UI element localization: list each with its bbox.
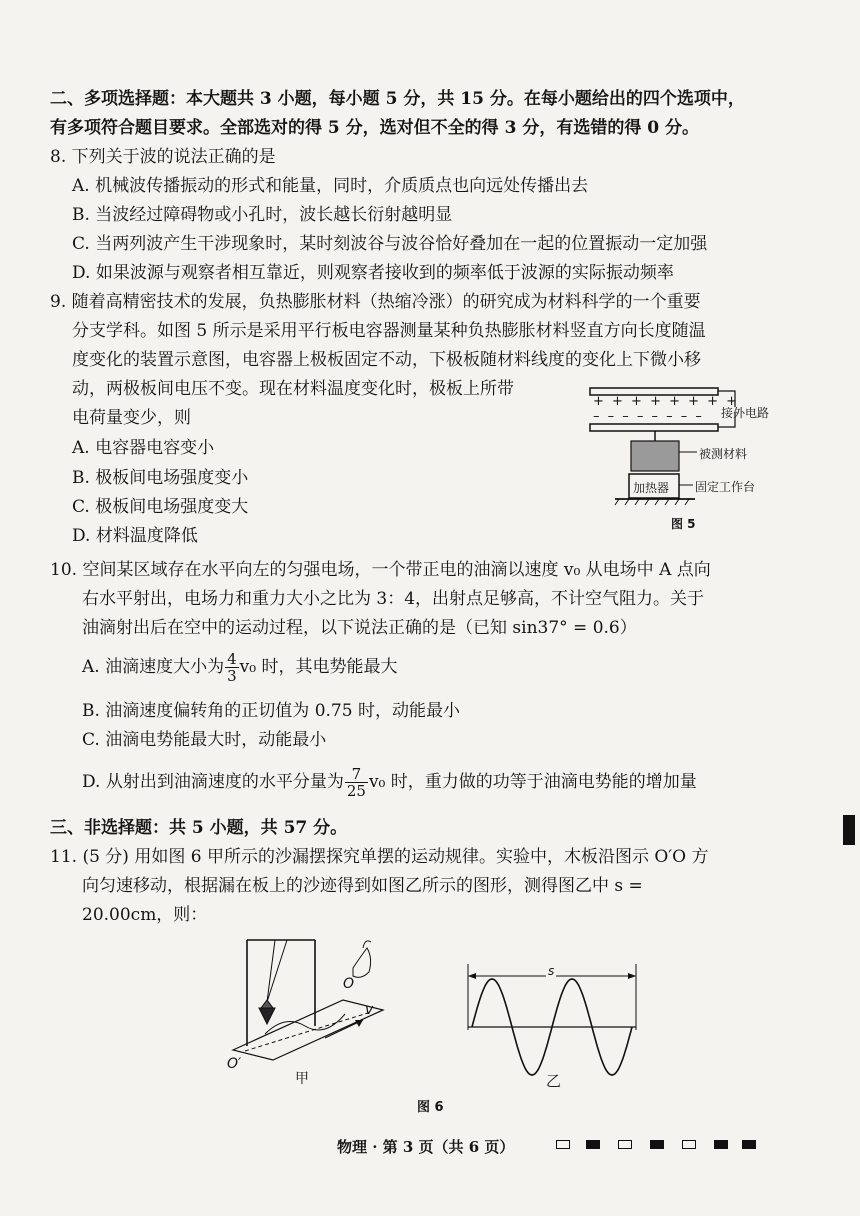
q10-stem-line1: 10. 空间某区域存在水平向左的匀强电场，一个带正电的油滴以速度 v₀ 从电场中 A 点向 <box>50 560 711 580</box>
q11-stem-line3: 20.00cm，则： <box>82 905 208 925</box>
q8-option-c: C. 当两列波产生干涉现象时，某时刻波谷与波谷恰好叠加在一起的位置振动一定加强 <box>72 234 708 254</box>
q10-option-a-denominator: 3 <box>227 667 237 685</box>
q8-option-b: B. 当波经过障碍物或小孔时，波长越长衍射越明显 <box>72 205 453 225</box>
velocity-v-label: v <box>365 1002 374 1018</box>
q8-option-d: D. 如果波源与观察者相互靠近，则观察者接收到的频率低于波源的实际振动频率 <box>72 263 674 283</box>
q8-stem: 8. 下列关于波的说法正确的是 <box>50 147 276 167</box>
figure-6-yi-label: 乙 <box>546 1072 562 1090</box>
q10-option-a-numerator: 4 <box>227 650 237 668</box>
q10-option-d-fraction <box>345 766 368 799</box>
footer-mark-1 <box>556 1140 570 1149</box>
figure-5-minus-charges: – – – – – – – – <box>593 409 704 424</box>
footer-mark-7 <box>742 1140 756 1149</box>
q9-option-b: B. 极板间电场强度变小 <box>72 468 249 488</box>
footer-mark-3 <box>618 1140 632 1149</box>
section2-heading-line2: 有多项符合题目要求。全部选对的得 5 分，选对但不全的得 3 分，有选错的得 0 分。 <box>50 118 699 138</box>
q10-option-c: C. 油滴电势能最大时，动能最小 <box>82 730 327 750</box>
figure-6-jia <box>225 928 395 1088</box>
figure-5 <box>585 382 795 532</box>
point-o-prime-label: O′ <box>227 1056 242 1072</box>
q10-option-a-post: v₀ 时，其电势能最大 <box>239 657 398 677</box>
figure-6-jia-label: 甲 <box>295 1071 309 1087</box>
scan-marker <box>843 815 855 845</box>
figure-5-circuit-label: 接外电路 <box>721 406 770 420</box>
figure-6-caption: 图 6 <box>417 1100 444 1115</box>
figure-5-plus-charges: + + + + + + + + <box>593 394 740 409</box>
q10-stem-line2: 右水平射出，电场力和重力大小之比为 3：4，出射点足够高，不计空气阻力。关于 <box>82 589 705 609</box>
footer-mark-6 <box>714 1140 728 1149</box>
q9-option-c: C. 极板间电场强度变大 <box>72 497 249 517</box>
q9-stem-line5: 电荷量变少，则 <box>72 408 191 428</box>
q10-stem-line3: 油滴射出后在空中的运动过程，以下说法正确的是（已知 sin37° = 0.6） <box>82 618 637 638</box>
q10-option-d-post: v₀ 时，重力做的功等于油滴电势能的增加量 <box>368 772 697 792</box>
q9-stem-line2: 分支学科。如图 5 所示是采用平行板电容器测量某种负热膨胀材料竖直方向长度随温 <box>72 321 706 341</box>
footer-mark-4 <box>650 1140 664 1149</box>
section3-heading: 三、非选择题：共 5 小题，共 57 分。 <box>50 818 348 838</box>
figure-5-material-label: 被测材料 <box>699 447 748 461</box>
footer-mark-2 <box>586 1140 600 1149</box>
point-o-label: O <box>343 976 355 992</box>
q10-option-d-denominator: 25 <box>346 782 366 800</box>
figure-5-table-label: 固定工作台 <box>695 480 756 494</box>
q10-option-d-numerator: 7 <box>345 766 368 783</box>
q9-option-a: A. 电容器电容变小 <box>72 438 215 458</box>
q8-option-a: A. 机械波传播振动的形式和能量，同时，介质质点也向远处传播出去 <box>72 176 589 196</box>
footer-mark-5 <box>682 1140 696 1149</box>
section2-heading-line1: 二、多项选择题：本大题共 3 小题，每小题 5 分，共 15 分。在每小题给出的四个选项中， <box>50 89 745 109</box>
distance-s-label: s <box>548 964 555 978</box>
q11-stem-line2: 向匀速移动，根据漏在板上的沙迹得到如图乙所示的图形，测得图乙中 s = <box>82 876 643 896</box>
figure-5-heater-label: 加热器 <box>633 481 670 495</box>
q9-stem-line1: 9. 随着高精密技术的发展，负热膨胀材料（热缩冷涨）的研究成为材料科学的一个重要 <box>50 292 701 312</box>
figure-5-caption: 图 5 <box>671 517 696 531</box>
q9-stem-line3: 度变化的装置示意图，电容器上极板固定不动，下极板随材料线度的变化上下微小移 <box>72 350 701 370</box>
q9-stem-line4: 动，两极板间电压不变。现在材料温度变化时，极板上所带 <box>72 379 514 399</box>
q9-option-d: D. 材料温度降低 <box>72 526 198 546</box>
figure-6-yi <box>460 960 645 1090</box>
q10-option-a <box>82 648 397 686</box>
q11-stem-line1: 11. (5 分) 用如图 6 甲所示的沙漏摆探究单摆的运动规律。实验中，木板沿图示 O′O 方 <box>50 847 709 867</box>
q10-option-b: B. 油滴速度偏转角的正切值为 0.75 时，动能最小 <box>82 701 460 721</box>
q10-option-a-pre: A. 油滴速度大小为 <box>82 657 225 677</box>
q10-option-a-fraction <box>225 651 239 684</box>
q10-option-d-pre: D. 从射出到油滴速度的水平分量为 <box>82 772 344 792</box>
page-footer: 物理 · 第 3 页（共 6 页） <box>337 1138 515 1156</box>
q10-option-d <box>82 763 697 801</box>
